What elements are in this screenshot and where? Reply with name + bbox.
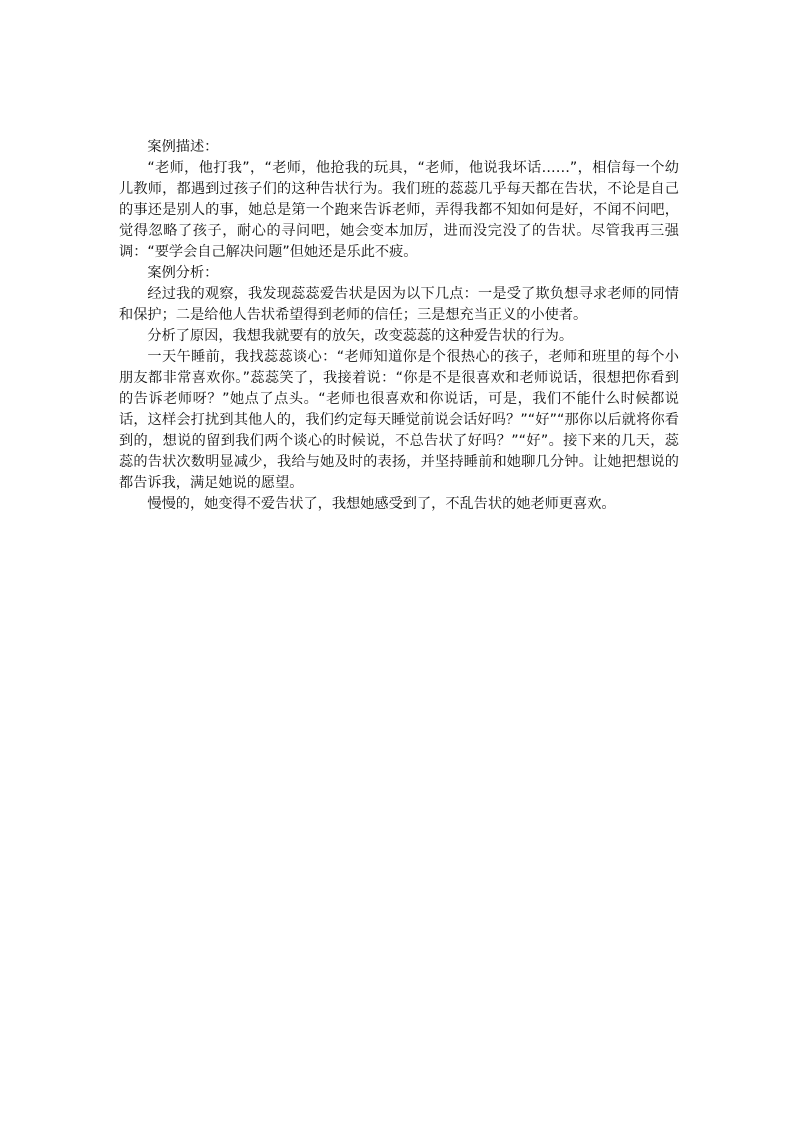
document-body [119,137,679,515]
heading-case-analysis: 案例分析： [147,265,219,281]
paragraph-case-description: “老师，他打我”，“老师，他抢我的玩具，“老师，他说我坏话……”，相信每一个幼儿教师，都遇到过孩子们的这种告状行为。我们班的蕊蕊几乎每天都在告状，不论是自己的事还是别人的事，她总是第一个跑来告诉老师，弄得我都不知如何是好，不闻不问吧，觉得忽略了孩子，耐心的寻问吧，她会变本加厉，进而没完没了的告状。尽管我再三强调：“要学会自己解决问题”但她还是乐此不疲。 [119,160,679,260]
heading-case-description: 案例描述： [147,139,219,155]
paragraph-conversation: 一天午睡前，我找蕊蕊谈心：“老师知道你是个很热心的孩子，老师和班里的每个小朋友都非常喜欢你。”蕊蕊笑了，我接着说：“你是不是很喜欢和老师说话，很想把你看到的告诉老师呀？”她点了点头。“老师也很喜欢和你说话，可是，我们不能什么时候都说话，这样会打扰到其他人的，我们约定每天睡觉前说会话好吗？”“好”“那你以后就将你看到的，想说的留到我们两个谈心的时候说，不总告状了好吗？”“好”。接下来的几天，蕊蕊的告状次数明显减少，我给与她及时的表扬，并坚持睡前和她聊几分钟。让她把想说的都告诉我，满足她说的愿望。 [119,349,679,491]
paragraph-observation: 经过我的观察，我发现蕊蕊爱告状是因为以下几点：一是受了欺负想寻求老师的同情和保护；二是给他人告状希望得到老师的信任；三是想充当正义的小使者。 [119,286,679,323]
paragraph-reason-analysis: 分析了原因，我想我就要有的放矢，改变蕊蕊的这种爱告状的行为。 [147,328,574,344]
paragraph-conclusion: 慢慢的，她变得不爱告状了，我想她感受到了，不乱告状的她老师更喜欢。 [147,496,616,512]
